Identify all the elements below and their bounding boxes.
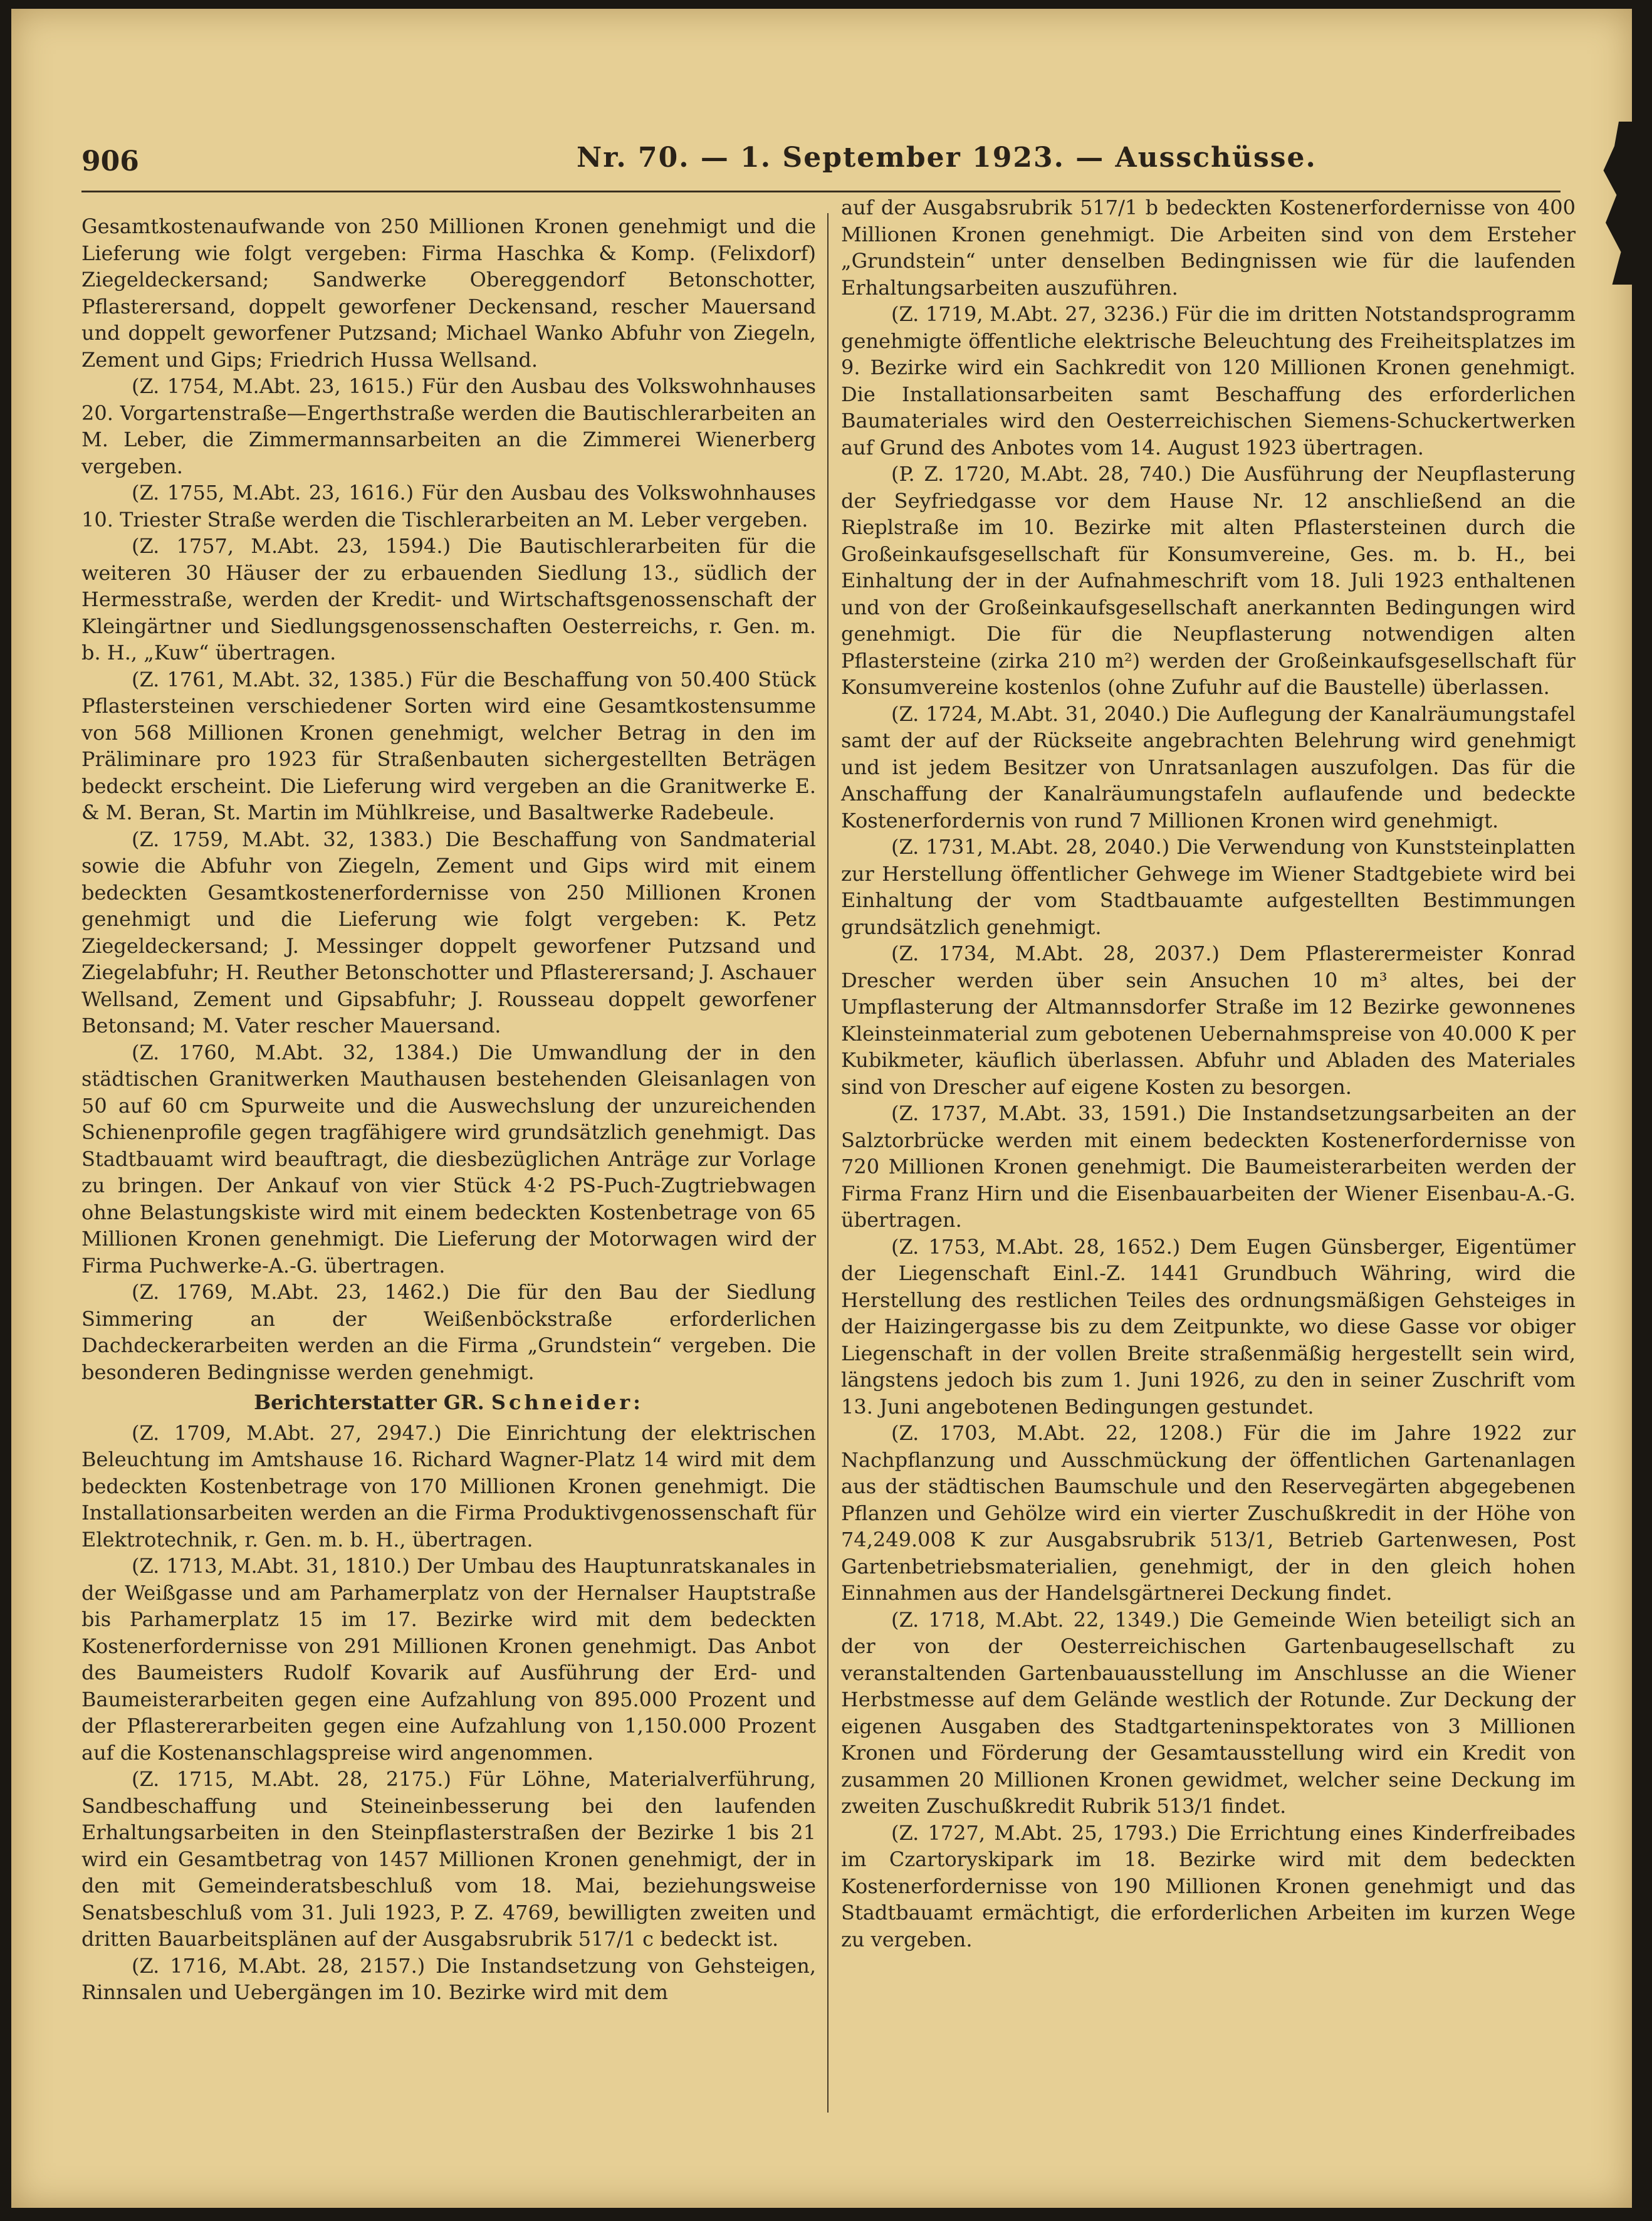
paragraph: (Z. 1759, M.Abt. 32, 1383.) Die Beschaffung von Sandmaterial sowie die Abfuhr von Ziegeln, Zement und Gips wird mit einem bedeckten Gesamtkostenerfordernisse von 250 Millionen Kronen genehmigt und die Lieferung wie folgt vergeben: K. Petz Ziegeldeckersand; J. Messinger doppelt geworfener Putzsand und Ziegelabfuhr; H. Reuther Betonschotter und Pflasterersand; J. Aschauer Wellsand, Zement und Gipsabfuhr; J. Rousseau doppelt geworfener Betonsand; M. Vater rescher Mauersand. — [81, 827, 816, 1037]
paragraph: (Z. 1727, M.Abt. 25, 1793.) Die Errichtung eines Kinderfreibades im Czartoryskipark im 18. Bezirke wird mit dem bedeckten Kostenerfordernisse von 190 Millionen Kronen genehmigt und das Stadtbauamt ermächtigt, die erforderlichen Arbeiten im kurzen Wege zu vergeben. — [841, 1820, 1576, 1951]
reporter-name: Schneider: — [491, 1390, 644, 1414]
header-rule — [81, 191, 1561, 192]
reporter-prefix: Berichterstatter GR. — [254, 1390, 484, 1414]
paragraph: (P. Z. 1720, M.Abt. 28, 740.) Die Ausführung der Neupflasterung der Seyfriedgasse vor dem Hause Nr. 12 anschließend an die Rieplstraße im 10. Bezirke mit alten Pflastersteinen durch die Großeinkaufsgesellschaft für Konsumvereine, Ges. m. b. H., bei Einhaltung der in der Aufnahmeschrift vom 18. Juli 1923 enthaltenen und von der Großeinkaufsgesellschaft anerkannten Bedingungen wird genehmigt. Die für die Neupflasterung notwendigen alten Pflastersteine (zirka 210 m²) werden der Großeinkaufsgesellschaft für Konsumvereine kostenlos (ohne Zufuhr auf die Baustelle) überlassen. — [841, 462, 1576, 699]
paragraph: auf der Ausgabsrubrik 517/1 b bedeckten Kostenerfordernisse von 400 Millionen Kronen genehmigt. Die Arbeiten sind von dem Ersteher „Grundstein“ unter denselben Bedingnissen wie für die laufenden Erhaltungsarbeiten auszuführen. — [841, 196, 1576, 300]
reporter-heading — [81, 1389, 816, 1416]
paragraph: (Z. 1734, M.Abt. 28, 2037.) Dem Pflasterermeister Konrad Drescher werden über sein Ansuchen 10 m³ altes, bei der Umpflasterung der Altmannsdorfer Straße im 12 Bezirke gewonnenes Kleinsteinmaterial zum gebotenen Uebernahmspreise von 40.000 K per Kubikmeter, käuflich überlassen. Abfuhr und Abladen des Materiales sind von Drescher auf eigene Kosten zu besorgen. — [841, 942, 1576, 1099]
paragraph: (Z. 1716, M.Abt. 28, 2157.) Die Instandsetzung von Gehsteigen, Rinnsalen und Uebergängen im 10. Bezirke wird mit dem — [81, 1953, 816, 2004]
paragraph: (Z. 1709, M.Abt. 27, 2947.) Die Einrichtung der elektrischen Beleuchtung im Amtshause 16. Richard Wagner-Platz 14 wird mit dem bedeckten Kostenbetrage von 170 Millionen Kronen genehmigt. Die Installationsarbeiten werden an die Firma Produktivgenossenschaft für Elektrotechnik, r. Gen. m. b. H., übertragen. — [81, 1420, 816, 1552]
paragraph: (Z. 1755, M.Abt. 23, 1616.) Für den Ausbau des Volkswohnhauses 10. Triester Straße werden die Tischlerarbeiten an M. Leber vergeben. — [81, 481, 816, 532]
paragraph: (Z. 1715, M.Abt. 28, 2175.) Für Löhne, Materialverführung, Sandbeschaffung und Steineinbesserung bei den laufenden Erhaltungsarbeiten in den Steinpflasterstraßen der Bezirke 1 bis 21 wird ein Gesamtbetrag von 1457 Millionen Kronen genehmigt, der in den mit Gemeinderatsbeschluß vom 18. Mai, beziehungsweise Senatsbeschluß vom 31. Juli 1923, P. Z. 4769, bewilligten zweiten und dritten Bauarbeitsplänen auf der Ausgabsrubrik 517/1 c bedeckt ist. — [81, 1767, 816, 1951]
paragraph: (Z. 1737, M.Abt. 33, 1591.) Die Instandsetzungsarbeiten an der Salztorbrücke werden mit einem bedeckten Kostenerfordernisse von 720 Millionen Kronen genehmigt. Die Baumeisterarbeiten werden der Firma Franz Hirn und die Eisenbauarbeiten der Wiener Eisenbau-A.-G. übertragen. — [841, 1101, 1576, 1232]
paragraph: Gesamtkostenaufwande von 250 Millionen Kronen genehmigt und die Lieferung wie folgt vergeben: Firma Haschka & Komp. (Felixdorf) Ziegeldeckersand; Sandwerke Obereggendorf Betonschotter, Pflasterersand, doppelt geworfener Deckensand, rescher Mauersand und doppelt geworfener Putzsand; Michael Wanko Abfuhr von Ziegeln, Zement und Gips; Friedrich Hussa Wellsand. — [81, 214, 816, 372]
paragraph: (Z. 1769, M.Abt. 23, 1462.) Die für den Bau der Siedlung Simmering an der Weißenböckstraße erforderlichen Dachdeckerarbeiten werden an die Firma „Grundstein“ vergeben. Die besonderen Bedingnisse werden genehmigt. — [81, 1280, 816, 1384]
paragraph: (Z. 1757, M.Abt. 23, 1594.) Die Bautischlerarbeiten für die weiteren 30 Häuser der zu erbauenden Siedlung 13., südlich der Hermesstraße, werden der Kredit- und Wirtschaftsgenossenschaft der Kleingärtner und Siedlungsgenossenschaften Oesterreichs, r. Gen. m. b. H., „Kuw“ übertragen. — [81, 534, 816, 664]
paragraph: (Z. 1754, M.Abt. 23, 1615.) Für den Ausbau des Volkswohnhauses 20. Vorgartenstraße—Engerthstraße werden die Bautischlerarbeiten an M. Leber, die Zimmermannsarbeiten an die Zimmerei Wienerberg vergeben. — [81, 374, 816, 478]
page-header — [81, 142, 1561, 179]
left-column — [81, 213, 816, 2006]
paragraph: (Z. 1718, M.Abt. 22, 1349.) Die Gemeinde Wien beteiligt sich an der von der Oesterreichischen Gartenbaugesellschaft zu veranstaltenden Gartenbauausstellung im Anschlusse an die Wiener Herbstmesse auf dem Gelände westlich der Rotunde. Zur Deckung der eigenen Ausgaben des Stadtgarteninspektorates von 3 Millionen Kronen und Förderung der Gesamtausstellung wird ein Kredit von zusammen 20 Millionen Kronen gewidmet, welcher seine Deckung im zweiten Zuschußkredit Rubrik 513/1 findet. — [841, 1607, 1576, 1818]
running-head: Nr. 70. — 1. September 1923. — Ausschüsse. — [577, 142, 1317, 174]
paragraph: (Z. 1760, M.Abt. 32, 1384.) Die Umwandlung der in den städtischen Granitwerken Mauthausen bestehenden Gleisanlagen von 50 auf 60 cm Spurweite und die Auswechslung der unzureichenden Schienenprofile gegen tragfähigere wird grundsätzlich genehmigt. Das Stadtbauamt wird beauftragt, die diesbezüglichen Anträge zur Vorlage zu bringen. Der Ankauf von vier Stück 4·2 PS-Puch-Zugtriebwagen ohne Belastungskiste wird mit einem bedeckten Kostenbetrage von 65 Millionen Kronen genehmigt. Die Lieferung der Motorwagen wird der Firma Puchwerke-A.-G. übertragen. — [81, 1040, 816, 1278]
newspaper-page — [11, 9, 1632, 2208]
torn-page-edge — [1588, 122, 1632, 285]
page-number: 906 — [81, 145, 139, 177]
column-rule — [827, 213, 829, 2113]
paragraph: (Z. 1761, M.Abt. 32, 1385.) Für die Beschaffung von 50.400 Stück Pflastersteinen verschiedener Sorten wird eine Gesamtkostensumme von 568 Millionen Kronen genehmigt, welcher Betrag in den im Präliminare pro 1923 für Straßenbauten sichergestellten Beträgen bedeckt erscheint. Die Lieferung wird vergeben an die Granitwerke E. & M. Beran, St. Martin im Mühlkreise, und Basaltwerke Radebeule. — [81, 667, 816, 824]
paragraph: (Z. 1753, M.Abt. 28, 1652.) Dem Eugen Günsberger, Eigentümer der Liegenschaft Einl.-Z. 1441 Grundbuch Währing, wird die Herstellung des restlichen Teiles des ordnungsmäßigen Gehsteiges in der Haizingergasse bis zu dem Zeitpunkte, wo diese Gasse vor obiger Liegenschaft in der vollen Breite straßenmäßig hergestellt sein wird, längstens jedoch bis zum 1. Juni 1926, zu den in seiner Zuschrift vom 13. Juni angebotenen Bedingungen gestundet. — [841, 1234, 1576, 1419]
paragraph: (Z. 1724, M.Abt. 31, 2040.) Die Auflegung der Kanalräumungstafel samt der auf der Rückseite angebrachten Belehrung wird genehmigt und ist jedem Besitzer von Unratsanlagen auszufolgen. Das für die Anschaffung der Kanalräumungstafeln auflaufende und bedeckte Kostenerfordernis von rund 7 Millionen Kronen wird genehmigt. — [841, 701, 1576, 832]
right-column — [841, 194, 1576, 1953]
paragraph: (Z. 1719, M.Abt. 27, 3236.) Für die im dritten Notstandsprogramm genehmigte öffentliche elektrische Beleuchtung des Freiheitsplatzes im 9. Bezirke wird ein Sachkredit von 120 Millionen Kronen genehmigt. Die Installationsarbeiten samt Beschaffung des erforderlichen Baumateriales wird den Oesterreichischen Siemens-Schuckertwerken auf Grund des Anbotes vom 14. August 1923 übertragen. — [841, 302, 1576, 459]
paragraph: (Z. 1731, M.Abt. 28, 2040.) Die Verwendung von Kunststeinplatten zur Herstellung öffentlicher Gehwege im Wiener Stadtgebiete wird bei Einhaltung der vom Stadtbauamte aufgestellten Bestimmungen grundsätzlich genehmigt. — [841, 835, 1576, 939]
paragraph: (Z. 1703, M.Abt. 22, 1208.) Für die im Jahre 1922 zur Nachpflanzung und Ausschmückung der öffentlichen Gartenanlagen aus der städtischen Baumschule und den Reservegärten abgegebenen Pflanzen und Gehölze wird ein vierter Zuschußkredit in der Höhe von 74,249.008 K zur Ausgabsrubrik 513/1, Betrieb Gartenwesen, Post Gartenbetriebsmaterialien, genehmigt, der in den gleich hohen Einnahmen aus der Handelsgärtnerei Deckung findet. — [841, 1421, 1576, 1605]
paragraph: (Z. 1713, M.Abt. 31, 1810.) Der Umbau des Hauptunratskanales in der Weißgasse und am Parhamerplatz von der Hernalser Hauptstraße bis Parhamerplatz 15 im 17. Bezirke wird mit dem bedeckten Kostenerfordernisse von 291 Millionen Kronen genehmigt. Das Anbot des Baumeisters Rudolf Kovarik auf Ausführung der Erd- und Baumeisterarbeiten gegen eine Aufzahlung von 895.000 Prozent und der Pflastererarbeiten gegen eine Aufzahlung von 1,150.000 Prozent auf die Kostenanschlagspreise wird angenommen. — [81, 1554, 816, 1765]
